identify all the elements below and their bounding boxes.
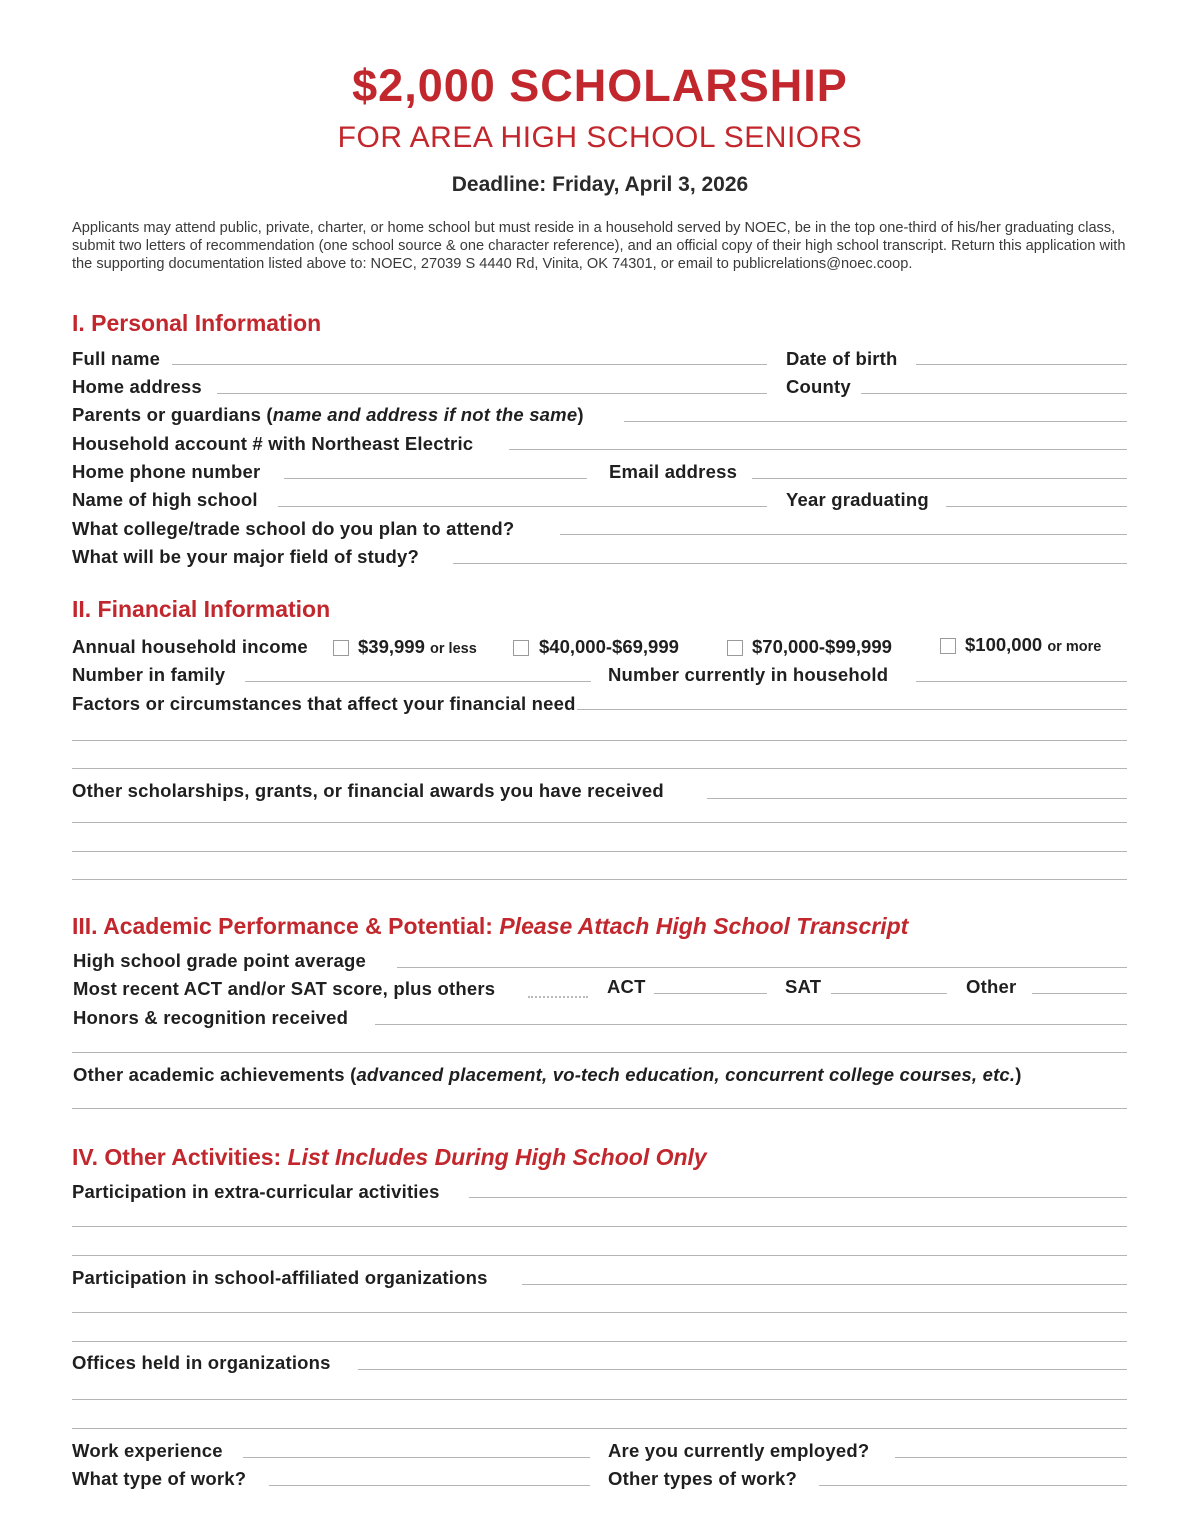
county-field[interactable] [861,393,1127,394]
year-graduating-label: Year graduating [786,489,929,510]
high-school-label: Name of high school [72,489,258,510]
offices-label: Offices held in organizations [72,1352,331,1373]
school-orgs-field[interactable] [522,1284,1127,1285]
factors-field[interactable] [577,709,1127,710]
home-address-field[interactable] [217,393,767,394]
income-label: Annual household income [72,636,308,657]
parents-field[interactable] [624,421,1127,422]
page-title: $2,000 SCHOLARSHIP [352,60,848,111]
section-activities-heading: IV. Other Activities: List Includes During High School Only [72,1144,707,1170]
other-scholarships-field-line-2[interactable] [72,822,1127,823]
type-of-work-label: What type of work? [72,1468,247,1489]
act-label: ACT [607,976,646,997]
gpa-label: High school grade point average [73,950,367,971]
test-scores-leader [528,996,588,998]
college-label: What college/trade school do you plan to attend? [72,518,515,539]
income-option-4-checkbox[interactable] [940,638,956,654]
number-in-household-label: Number currently in household [608,664,889,685]
sat-field[interactable] [831,993,947,994]
offices-field-line-2[interactable] [72,1399,1127,1400]
income-option-4: $100,000 or more [965,634,1102,655]
number-in-family-field[interactable] [245,681,591,682]
section-financial-heading: II. Financial Information [72,596,331,622]
work-experience-label: Work experience [72,1440,223,1461]
household-account-label: Household account # with Northeast Electric [72,433,474,454]
honors-field-line-2[interactable] [72,1052,1127,1053]
full-name-field[interactable] [172,364,767,365]
other-scholarships-field-line-4[interactable] [72,879,1127,880]
number-in-family-label: Number in family [72,664,226,685]
factors-field-line-3[interactable] [72,768,1127,769]
other-work-label: Other types of work? [608,1468,798,1489]
honors-field[interactable] [375,1024,1127,1025]
income-option-2-checkbox[interactable] [513,640,529,656]
full-name-label: Full name [72,348,161,369]
test-scores-label: Most recent ACT and/or SAT score, plus others [73,978,496,999]
high-school-field[interactable] [278,506,767,507]
major-label: What will be your major field of study? [72,546,419,567]
sat-label: SAT [785,976,822,997]
college-field[interactable] [560,534,1127,535]
factors-label: Factors or circumstances that affect your financial need [72,693,576,714]
intro-text: Applicants may attend public, private, charter, or home school but must reside in a household served by NOEC, be in the top one-third of his/her graduating class, submit two letters of recommendation (one school source & one character reference), and an official copy of their high school transcript. Return this application with the supporting documentation listed above to: NOEC, 27039 S 4440 Rd, Vinita, OK 74301, or email to publicrelations@noec.coop. [72,220,1126,273]
honors-label: Honors & recognition received [73,1007,349,1028]
offices-field[interactable] [358,1369,1127,1370]
income-option-3: $70,000-$99,999 [752,636,892,657]
home-phone-field[interactable] [284,478,587,479]
county-label: County [786,376,851,397]
income-option-1-checkbox[interactable] [333,640,349,656]
section-personal-heading: I. Personal Information [72,310,322,336]
income-option-1: $39,999 or less [358,636,477,657]
income-option-3-checkbox[interactable] [727,640,743,656]
other-scholarships-label: Other scholarships, grants, or financial awards you have received [72,780,664,801]
offices-field-line-3[interactable] [72,1428,1127,1429]
factors-field-line-2[interactable] [72,740,1127,741]
other-work-field[interactable] [819,1485,1127,1486]
date-of-birth-label: Date of birth [786,348,898,369]
parents-label: Parents or guardians (name and address if not the same) [72,404,584,425]
school-orgs-field-line-3[interactable] [72,1341,1127,1342]
other-achievements-label: Other academic achievements (advanced placement, vo-tech education, concurrent college courses, etc.) [73,1064,1022,1085]
page-subtitle: FOR AREA HIGH SCHOOL SENIORS [337,121,863,154]
other-score-field[interactable] [1032,993,1127,994]
extracurricular-label: Participation in extra-curricular activities [72,1181,440,1202]
email-label: Email address [609,461,738,482]
home-phone-label: Home phone number [72,461,261,482]
work-experience-field[interactable] [243,1457,590,1458]
type-of-work-field[interactable] [269,1485,590,1486]
year-graduating-field[interactable] [946,506,1127,507]
income-option-2: $40,000-$69,999 [539,636,679,657]
extracurricular-field[interactable] [469,1197,1127,1198]
home-address-label: Home address [72,376,202,397]
currently-employed-field[interactable] [895,1457,1127,1458]
major-field[interactable] [453,563,1127,564]
extracurricular-field-line-2[interactable] [72,1226,1127,1227]
currently-employed-label: Are you currently employed? [608,1440,870,1461]
act-field[interactable] [654,993,767,994]
extracurricular-field-line-3[interactable] [72,1255,1127,1256]
email-field[interactable] [752,478,1127,479]
date-of-birth-field[interactable] [916,364,1127,365]
other-achievements-field[interactable] [72,1108,1127,1109]
gpa-field[interactable] [397,967,1127,968]
household-account-field[interactable] [509,449,1127,450]
school-orgs-field-line-2[interactable] [72,1312,1127,1313]
section-academic-heading: III. Academic Performance & Potential: Please Attach High School Transcript [72,913,909,939]
deadline: Deadline: Friday, April 3, 2026 [451,173,749,196]
other-scholarships-field-line-3[interactable] [72,851,1127,852]
school-orgs-label: Participation in school-affiliated organizations [72,1267,488,1288]
number-in-household-field[interactable] [916,681,1127,682]
other-scholarships-field[interactable] [707,798,1127,799]
other-score-label: Other [966,976,1017,997]
